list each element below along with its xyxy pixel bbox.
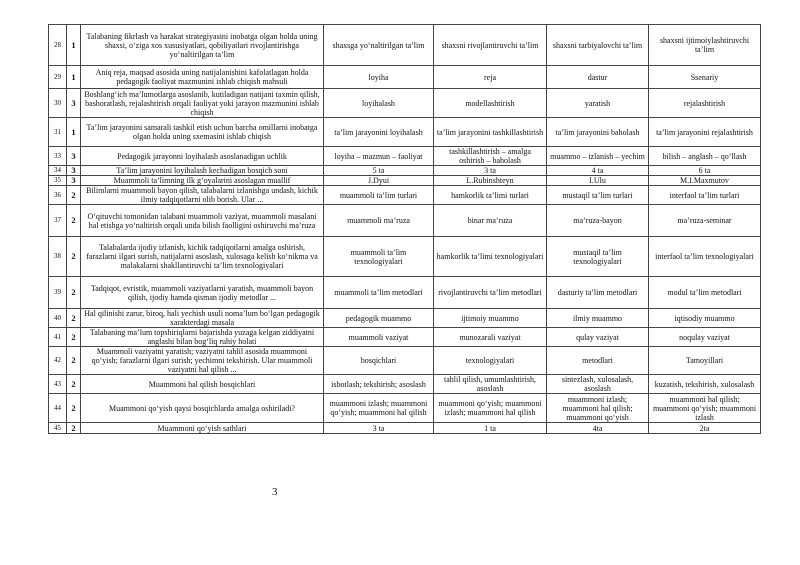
- answer-c: mustaqil ta’lim texnologiyalari: [547, 237, 649, 277]
- table-row: [49, 205, 761, 237]
- answer-a: loyiha – mazmun – faoliyat: [324, 147, 434, 166]
- answer-a: muammoli vaziyat: [324, 328, 434, 347]
- difficulty-level: 2: [67, 347, 81, 375]
- answer-d: interfaol ta’lim texnologiyalari: [649, 237, 761, 277]
- question-number: 40: [49, 309, 67, 328]
- answer-c: ta’lim jarayonini baholash: [547, 118, 649, 147]
- question-text: Muammoli vaziyatni yaratish; vaziyatni tahlil asosida muammoni qo‘yish; farazlarni ilgari surish; yechimni tekshirish. Ular muammoli vaziyatni hal qilish ...: [81, 347, 324, 375]
- answer-d: shaxsni ijtimoiylashtiruvchi ta’lim: [649, 25, 761, 66]
- answer-a: muammoli ta’lim metodlari: [324, 277, 434, 309]
- difficulty-level: 1: [67, 118, 81, 147]
- answer-d: M.I.Maxmutov: [649, 176, 761, 186]
- answer-d: noqulay vaziyat: [649, 328, 761, 347]
- answer-b: modellashtirish: [434, 89, 547, 118]
- table-row: [49, 66, 761, 89]
- answer-c: dasturiy ta’lim metodlari: [547, 277, 649, 309]
- answer-a: muammoli ta’lim texnologiyalari: [324, 237, 434, 277]
- question-number: 36: [49, 186, 67, 205]
- question-number: 33: [49, 147, 67, 166]
- difficulty-level: 3: [67, 176, 81, 186]
- table-row: [49, 176, 761, 186]
- answer-c: I.Ulu: [547, 176, 649, 186]
- answer-b: tashkillashtirish – amalga oshirish – baholash: [434, 147, 547, 166]
- answer-c: ilmiy muammo: [547, 309, 649, 328]
- difficulty-level: 1: [67, 25, 81, 66]
- question-number: 34: [49, 166, 67, 176]
- answer-b: muammoni qo‘yish; muammoni izlash; muammoni hal qilish: [434, 394, 547, 423]
- question-number: 41: [49, 328, 67, 347]
- answer-d: iqtisodiy muammo: [649, 309, 761, 328]
- table-row: [49, 237, 761, 277]
- difficulty-level: 2: [67, 394, 81, 423]
- table-row: [49, 147, 761, 166]
- answer-a: 5 ta: [324, 166, 434, 176]
- answer-c: metodlari: [547, 347, 649, 375]
- question-number: 42: [49, 347, 67, 375]
- answer-c: yaratish: [547, 89, 649, 118]
- table-row: [49, 166, 761, 176]
- answer-d: ta’lim jarayonini rejalashtirish: [649, 118, 761, 147]
- question-text: Muammoni qo‘yish qaysi bosqichlarda amalga oshiriladi?: [81, 394, 324, 423]
- answer-b: ta’lim jarayonini tashkillashtirish: [434, 118, 547, 147]
- answer-a: shaxsga yo‘naltirilgan ta’lim: [324, 25, 434, 66]
- question-text: Pedagogik jarayonni loyihalash asoslanadigan uchlik: [81, 147, 324, 166]
- table-row: [49, 347, 761, 375]
- question-number: 28: [49, 25, 67, 66]
- question-text: Aniq reja, maqsad asosida uning natijalanishini kafolatlagan holda pedagogik faoliyat mazmunini ishlab chiqish mahsuli: [81, 66, 324, 89]
- answer-d: interfaol ta’lim turlari: [649, 186, 761, 205]
- answer-d: ma’ruza-seminar: [649, 205, 761, 237]
- answer-a: ta’lim jarayonini loyihalash: [324, 118, 434, 147]
- table-row: [49, 328, 761, 347]
- answer-b: ijtimoiy muammo: [434, 309, 547, 328]
- answer-a: pedagogik muammo: [324, 309, 434, 328]
- answer-a: isbotlash; tekshirish; asoslash: [324, 375, 434, 394]
- table-row: [49, 375, 761, 394]
- question-number: 43: [49, 375, 67, 394]
- question-number: 38: [49, 237, 67, 277]
- question-number: 39: [49, 277, 67, 309]
- question-text: Talabaning ma’lum topshiriqlarni bajarishda yuzaga kelgan ziddiyatni anglashi bilan bog‘liq ruhiy holati: [81, 328, 324, 347]
- question-text: Tadqiqot, evristik, muammoli vaziyatlarni yaratish, muammoli bayon qilish, ijodiy hamda qisman ijodiy metodlar ...: [81, 277, 324, 309]
- answer-c: 4 ta: [547, 166, 649, 176]
- answer-c: shaxsni tarbiyalovchi ta’lim: [547, 25, 649, 66]
- answer-a: 3 ta: [324, 423, 434, 434]
- question-text: O‘qituvchi tomonidan talabani muammoli vaziyat, muammoli masalani hal etishga yo‘naltirish orqali unda bilish faolligini oshiruvchi ma’ruza: [81, 205, 324, 237]
- answer-a: muammoli ta’lim turlari: [324, 186, 434, 205]
- question-text: Muammoli ta’limning ilk g‘oyalarini asoslagan muallif: [81, 176, 324, 186]
- difficulty-level: 2: [67, 186, 81, 205]
- answer-b: rivojlantiruvchi ta’lim metodlari: [434, 277, 547, 309]
- answer-b: munozarali vaziyat: [434, 328, 547, 347]
- table-row: [49, 423, 761, 434]
- answer-b: 3 ta: [434, 166, 547, 176]
- answer-c: qulay vaziyat: [547, 328, 649, 347]
- question-number: 44: [49, 394, 67, 423]
- difficulty-level: 2: [67, 237, 81, 277]
- question-number: 45: [49, 423, 67, 434]
- table-row: [49, 118, 761, 147]
- question-text: Bilimlarni muammoli bayon qilish, talabalarni izlanishga undash, kichik ilmiy tadqiqotlarni olib borish. Ular ...: [81, 186, 324, 205]
- questions-table: [48, 24, 761, 434]
- answer-a: J.Dyui: [324, 176, 434, 186]
- answer-b: shaxsni rivojlantiruvchi ta’lim: [434, 25, 547, 66]
- difficulty-level: 2: [67, 375, 81, 394]
- difficulty-level: 3: [67, 89, 81, 118]
- difficulty-level: 2: [67, 328, 81, 347]
- difficulty-level: 2: [67, 277, 81, 309]
- answer-b: texnologiyalari: [434, 347, 547, 375]
- answer-c: sintezlash, xulosalash, asoslash: [547, 375, 649, 394]
- answer-a: loyiha: [324, 66, 434, 89]
- difficulty-level: 1: [67, 66, 81, 89]
- table-row: [49, 25, 761, 66]
- question-number: 29: [49, 66, 67, 89]
- answer-d: 6 ta: [649, 166, 761, 176]
- questions-table-body: [49, 25, 761, 434]
- answer-c: muammo – izlanish – yechim: [547, 147, 649, 166]
- question-number: 31: [49, 118, 67, 147]
- question-text: Boshlang‘ich ma’lumotlarga asoslanib, kutiladigan natijani taxmin qilish, bashoratlash, rejalashtirish orqali faoliyat yoki jarayon mazmunini ishlab chiqish: [81, 89, 324, 118]
- question-number: 37: [49, 205, 67, 237]
- answer-a: muammoli ma’ruza: [324, 205, 434, 237]
- question-number: 30: [49, 89, 67, 118]
- answer-b: L.Rubinshteyn: [434, 176, 547, 186]
- answer-b: hamkorlik ta’limi turlari: [434, 186, 547, 205]
- answer-d: modul ta’lim metodlari: [649, 277, 761, 309]
- answer-d: muammoni hal qilish; muammoni qo‘yish; muammoni izlash: [649, 394, 761, 423]
- question-text: Muammoni qo‘yish sathlari: [81, 423, 324, 434]
- question-text: Muammoni hal qilish bosqichlari: [81, 375, 324, 394]
- difficulty-level: 3: [67, 147, 81, 166]
- answer-b: tahlil qilish, umumlashtirish, asoslash: [434, 375, 547, 394]
- answer-c: ma’ruza-bayon: [547, 205, 649, 237]
- table-row: [49, 394, 761, 423]
- answer-c: dastur: [547, 66, 649, 89]
- question-number: 35: [49, 176, 67, 186]
- answer-d: bilish – anglash – qo‘llash: [649, 147, 761, 166]
- answer-a: loyihalash: [324, 89, 434, 118]
- answer-b: hamkorlik ta’limi texnologiyalari: [434, 237, 547, 277]
- answer-a: muammoni izlash; muammoni qo‘yish; muammoni hal qilish: [324, 394, 434, 423]
- difficulty-level: 2: [67, 423, 81, 434]
- question-text: Ta’lim jarayonini loyihalash kechadigan bosqich soni: [81, 166, 324, 176]
- answer-d: 2ta: [649, 423, 761, 434]
- question-text: Ta’lim jarayonini samarali tashkil etish uchun barcha omillarni inobatga olgan holda uning sxemasini ishlab chiqish: [81, 118, 324, 147]
- answer-d: kuzatish, tekshirish, xulosalash: [649, 375, 761, 394]
- answer-d: Tamoyillari: [649, 347, 761, 375]
- question-text: Talabalarda ijodiy izlanish, kichik tadqiqotlarni amalga oshirish, farazlarni ilgari surish, natijalarni asoslash, xulosaga kelish ko‘nikma va malakalarni shakllantiruvchi ta’lim texnologiyalari: [81, 237, 324, 277]
- answer-a: bosqichlari: [324, 347, 434, 375]
- answer-b: 1 ta: [434, 423, 547, 434]
- difficulty-level: 2: [67, 309, 81, 328]
- table-row: [49, 309, 761, 328]
- answer-c: 4ta: [547, 423, 649, 434]
- difficulty-level: 2: [67, 205, 81, 237]
- answer-c: muammoni izlash; muammoni hal qilish; muammoni qo‘yish: [547, 394, 649, 423]
- answer-b: reja: [434, 66, 547, 89]
- answer-d: Ssenariy: [649, 66, 761, 89]
- answer-b: binar ma’ruza: [434, 205, 547, 237]
- table-row: [49, 186, 761, 205]
- question-text: Hal qilinishi zarur, biroq, hali yechish usuli noma’lum bo‘lgan pedagogik xarakterdagi masala: [81, 309, 324, 328]
- difficulty-level: 3: [67, 166, 81, 176]
- table-row: [49, 89, 761, 118]
- page-number: 3: [272, 486, 278, 498]
- answer-d: rejalashtirish: [649, 89, 761, 118]
- answer-c: mustaqil ta’lim turlari: [547, 186, 649, 205]
- table-row: [49, 277, 761, 309]
- question-text: Talabaning fikrlash va harakat strategiyasini inobatga olgan holda uning shaxsi, o‘ziga xos xususiyatlari, qobiliyatlari rivojlantirishga yo‘naltirilgan ta’lim: [81, 25, 324, 66]
